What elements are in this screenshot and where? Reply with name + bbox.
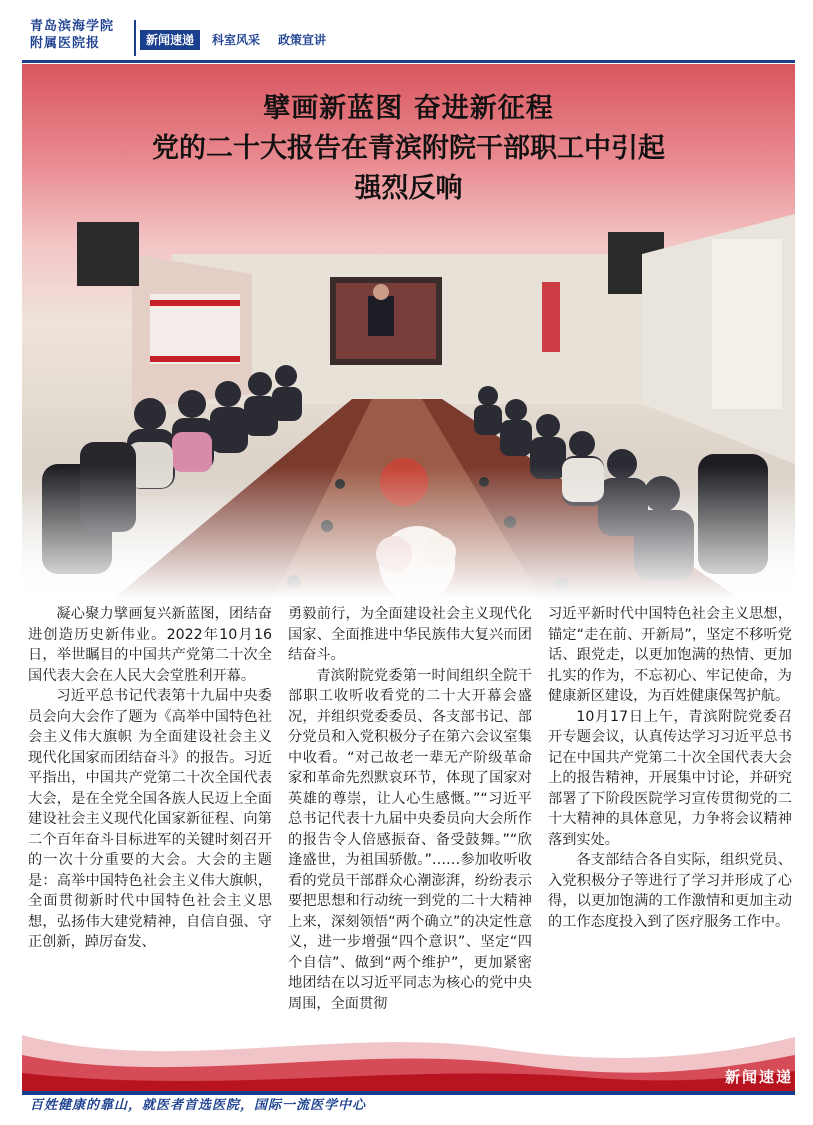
logo-line-2: 附属医院报 [30,36,101,51]
page-header [0,0,813,62]
newspaper-logo [30,18,135,52]
section-tag: 新闻速递 [724,1068,793,1086]
paragraph: 勇毅前行，为全面建设社会主义现代化国家、全面推进中华民族伟大复兴而团结奋斗。 [288,606,532,663]
body-column-1 [28,604,272,953]
paragraph: 凝心聚力擘画复兴新蓝图，团结奋进创造历史新伟业。2022年10月16日，举世瞩目的中国共产党第二十次全国代表大会在人民大会堂胜利开幕。 [28,606,272,684]
article-title-line-2: 党的二十大报告在青滨附院干部职工中引起 [152,133,665,164]
header-rule [22,60,795,63]
body-column-3 [548,604,792,932]
nav-item-policy[interactable]: 政策宣讲 [278,33,327,47]
article-title-line-3: 强烈反响 [354,173,463,204]
nav-item-news[interactable]: 新闻速递 [140,30,200,50]
body-column-2 [288,604,532,1014]
nav-item-departments[interactable]: 科室风采 [212,33,261,47]
paragraph: 10月17日上午，青滨附院党委召开专题会议，认真传达学习习近平总书记在中国共产党第二十次全国代表大会上的报告精神，开展集中讨论，并研究部署了下阶段医院学习宣传贯彻党的二十大精神的具体意见，力争将会议精神落到实处。 [548,708,792,848]
paragraph: 青滨附院党委第一时间组织全院干部职工收听收看党的二十大开幕会盛况，并组织党委委员、各支部书记、部分党员和入党积极分子在第六会议室集中收看。“对己故老一辈无产阶级革命家和革命先烈默哀环节，体现了国家对英雄的尊崇，让人心生感慨。”“习近平总书记代表十九届中央委员向大会所作的报告令人倍感振奋、备受鼓舞。”“欣逢盛世，为祖国骄傲。”……参加收听收看的党员干部群众心潮澎湃，纷纷表示要把思想和行动统一到党的二十大精神上来，深刻领悟“两个确立”的决定性意义，进一步增强“四个意识”、坚定“四个自信”、做到“两个维护”，更加紧密地团结在以习近平同志为核心的党中央周围，全面贯彻 [288,667,532,1012]
logo-divider [134,20,136,56]
paragraph: 习近平总书记代表第十九届中央委员会向大会作了题为《高举中国特色社会主义伟大旗帜 为全面建设社会主义现代化国家而团结奋斗》的报告。习近平指出，中国共产党第二十次全国代表大会，是在全党全国各族人民迈上全面建设社会主义现代化国家新征程、向第二个百年奋斗目标进军的关键时刻召开的一次十分重要的大会。大会的主题是：高举中国特色社会主义伟大旗帜，全面贯彻新时代中国特色社会主义思想，弘扬伟大建党精神，自信自强、守正创新，踔厉奋发、 [28,688,272,950]
section-nav [140,30,332,50]
article-body [22,604,795,1044]
hero-photo [22,64,795,600]
paragraph: 各支部结合各自实际，组织党员、入党积极分子等进行了学习并形成了心得，以更加饱满的工作激情和更加主动的工作态度投入到了医疗服务工作中。 [548,852,792,930]
footer-wave [22,1015,795,1095]
article-title-line-1: 擘画新蓝图 奋进新征程 [263,93,554,124]
logo-line-1: 青岛滨海学院 [30,19,115,34]
paragraph: 习近平新时代中国特色社会主义思想，锚定“走在前、开新局”，坚定不移听党话、跟党走，以更加饱满的热情、更加扎实的作为，不忘初心、牢记使命，为健康新区建设，为百姓健康保驾护航。 [548,606,792,704]
footer-slogan: 百姓健康的靠山，就医者首选医院，国际一流医学中心 [30,1098,367,1113]
